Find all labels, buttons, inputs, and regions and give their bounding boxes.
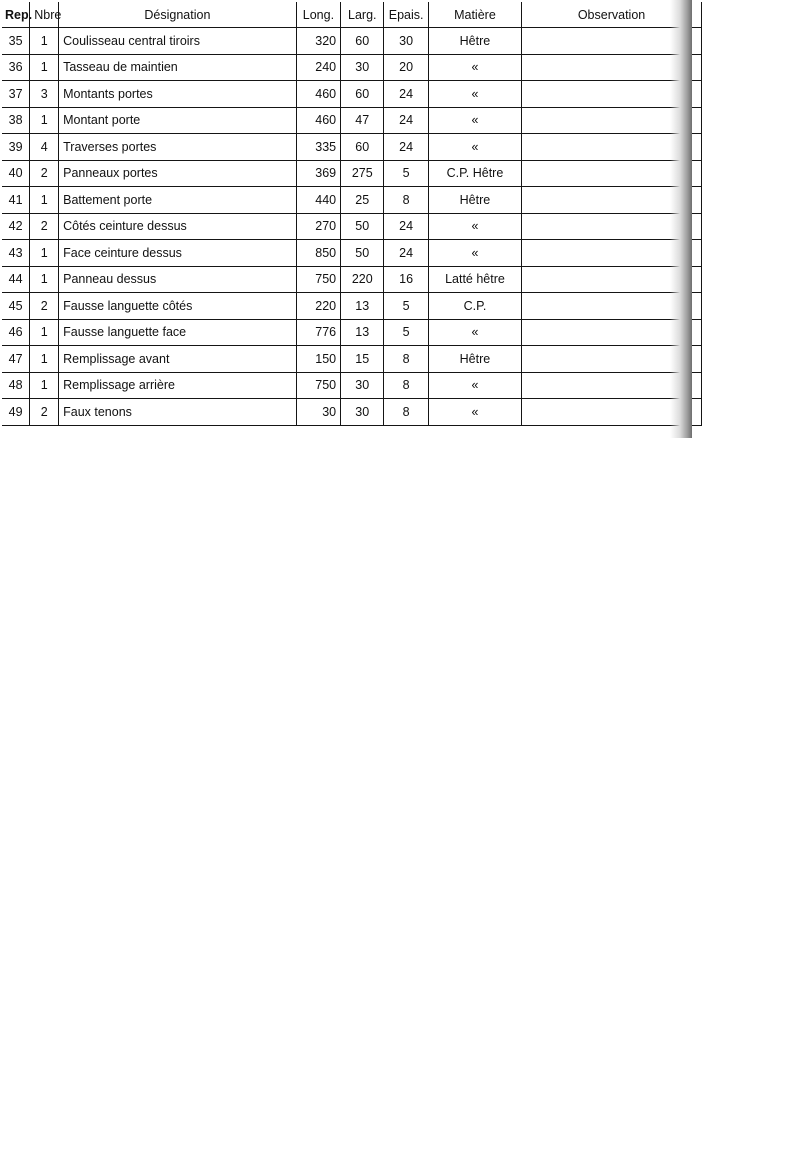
cell-observation xyxy=(522,266,702,293)
cell-designation: Remplissage arrière xyxy=(59,372,297,399)
cell-larg: 30 xyxy=(341,399,384,426)
cell-epais: 8 xyxy=(384,346,428,373)
cell-observation xyxy=(522,134,702,161)
cell-matiere: Hêtre xyxy=(428,187,521,214)
cell-nbre: 1 xyxy=(30,266,59,293)
header-larg: Larg. xyxy=(341,2,384,28)
cell-designation: Coulisseau central tiroirs xyxy=(59,28,297,55)
cell-designation: Battement porte xyxy=(59,187,297,214)
cell-larg: 13 xyxy=(341,319,384,346)
cell-matiere: Hêtre xyxy=(428,346,521,373)
cell-matiere: « xyxy=(428,107,521,134)
cell-observation xyxy=(522,160,702,187)
cell-observation xyxy=(522,187,702,214)
header-epais: Epais. xyxy=(384,2,428,28)
cell-long: 270 xyxy=(296,213,340,240)
cell-matiere: Hêtre xyxy=(428,28,521,55)
cell-rep: 41 xyxy=(2,187,30,214)
cell-epais: 8 xyxy=(384,372,428,399)
table-row xyxy=(2,187,702,214)
cell-long: 750 xyxy=(296,372,340,399)
cell-observation xyxy=(522,213,702,240)
cell-epais: 8 xyxy=(384,399,428,426)
cell-larg: 220 xyxy=(341,266,384,293)
header-designation: Désignation xyxy=(59,2,297,28)
cell-designation: Panneaux portes xyxy=(59,160,297,187)
cell-larg: 60 xyxy=(341,134,384,161)
header-matiere: Matière xyxy=(428,2,521,28)
table-row xyxy=(2,107,702,134)
table-row xyxy=(2,28,702,55)
cell-observation xyxy=(522,399,702,426)
cell-observation xyxy=(522,240,702,267)
cell-observation xyxy=(522,81,702,108)
cell-nbre: 1 xyxy=(30,372,59,399)
cell-epais: 24 xyxy=(384,107,428,134)
cell-long: 850 xyxy=(296,240,340,267)
cell-long: 220 xyxy=(296,293,340,320)
cell-larg: 60 xyxy=(341,28,384,55)
cell-matiere: « xyxy=(428,134,521,161)
cell-long: 776 xyxy=(296,319,340,346)
table-row xyxy=(2,134,702,161)
cell-larg: 13 xyxy=(341,293,384,320)
cell-nbre: 1 xyxy=(30,28,59,55)
cell-rep: 43 xyxy=(2,240,30,267)
cell-larg: 25 xyxy=(341,187,384,214)
cell-rep: 42 xyxy=(2,213,30,240)
cell-rep: 49 xyxy=(2,399,30,426)
cell-designation: Tasseau de maintien xyxy=(59,54,297,81)
cell-epais: 8 xyxy=(384,187,428,214)
cell-rep: 44 xyxy=(2,266,30,293)
cell-observation xyxy=(522,372,702,399)
cell-long: 320 xyxy=(296,28,340,55)
cell-matiere: Latté hêtre xyxy=(428,266,521,293)
cell-matiere: C.P. xyxy=(428,293,521,320)
cell-nbre: 1 xyxy=(30,187,59,214)
cell-long: 750 xyxy=(296,266,340,293)
cell-rep: 38 xyxy=(2,107,30,134)
cell-matiere: « xyxy=(428,54,521,81)
cell-long: 369 xyxy=(296,160,340,187)
cell-matiere: « xyxy=(428,319,521,346)
cell-long: 30 xyxy=(296,399,340,426)
table-row xyxy=(2,160,702,187)
table-row xyxy=(2,213,702,240)
cell-rep: 46 xyxy=(2,319,30,346)
cell-nbre: 1 xyxy=(30,319,59,346)
cell-long: 240 xyxy=(296,54,340,81)
cell-larg: 50 xyxy=(341,213,384,240)
cell-observation xyxy=(522,107,702,134)
cell-long: 460 xyxy=(296,107,340,134)
cell-matiere: « xyxy=(428,213,521,240)
cell-designation: Montant porte xyxy=(59,107,297,134)
cell-rep: 39 xyxy=(2,134,30,161)
cell-epais: 24 xyxy=(384,213,428,240)
cell-nbre: 3 xyxy=(30,81,59,108)
cell-long: 440 xyxy=(296,187,340,214)
header-long: Long. xyxy=(296,2,340,28)
table-row xyxy=(2,81,702,108)
table-row xyxy=(2,372,702,399)
cell-rep: 48 xyxy=(2,372,30,399)
cell-designation: Faux tenons xyxy=(59,399,297,426)
cell-matiere: « xyxy=(428,372,521,399)
cell-nbre: 2 xyxy=(30,160,59,187)
table-row xyxy=(2,266,702,293)
cell-rep: 37 xyxy=(2,81,30,108)
cell-rep: 36 xyxy=(2,54,30,81)
cell-epais: 20 xyxy=(384,54,428,81)
cell-nbre: 1 xyxy=(30,240,59,267)
cell-long: 150 xyxy=(296,346,340,373)
cell-designation: Face ceinture dessus xyxy=(59,240,297,267)
table-row xyxy=(2,293,702,320)
table-row xyxy=(2,319,702,346)
cell-epais: 5 xyxy=(384,293,428,320)
cell-long: 335 xyxy=(296,134,340,161)
cell-epais: 5 xyxy=(384,160,428,187)
cell-designation: Côtés ceinture dessus xyxy=(59,213,297,240)
cell-epais: 24 xyxy=(384,81,428,108)
table-row xyxy=(2,399,702,426)
header-observation: Observation xyxy=(522,2,702,28)
cell-observation xyxy=(522,54,702,81)
parts-list-table xyxy=(2,2,702,426)
cell-matiere: « xyxy=(428,81,521,108)
cell-nbre: 2 xyxy=(30,293,59,320)
header-nbre: Nbre xyxy=(30,2,59,28)
cell-rep: 40 xyxy=(2,160,30,187)
scanned-sheet xyxy=(0,0,692,438)
table-row xyxy=(2,346,702,373)
cell-rep: 47 xyxy=(2,346,30,373)
cell-matiere: C.P. Hêtre xyxy=(428,160,521,187)
cell-larg: 47 xyxy=(341,107,384,134)
cell-long: 460 xyxy=(296,81,340,108)
cell-larg: 275 xyxy=(341,160,384,187)
cell-designation: Panneau dessus xyxy=(59,266,297,293)
cell-epais: 24 xyxy=(384,134,428,161)
cell-designation: Fausse languette côtés xyxy=(59,293,297,320)
cell-larg: 15 xyxy=(341,346,384,373)
cell-designation: Montants portes xyxy=(59,81,297,108)
cell-epais: 30 xyxy=(384,28,428,55)
table-row xyxy=(2,54,702,81)
cell-observation xyxy=(522,28,702,55)
cell-observation xyxy=(522,346,702,373)
cell-epais: 5 xyxy=(384,319,428,346)
cell-designation: Fausse languette face xyxy=(59,319,297,346)
header-rep: Rep. xyxy=(2,2,30,28)
cell-larg: 50 xyxy=(341,240,384,267)
cell-epais: 24 xyxy=(384,240,428,267)
cell-matiere: « xyxy=(428,399,521,426)
cell-observation xyxy=(522,293,702,320)
cell-observation xyxy=(522,319,702,346)
cell-rep: 35 xyxy=(2,28,30,55)
cell-designation: Traverses portes xyxy=(59,134,297,161)
cell-larg: 60 xyxy=(341,81,384,108)
table-header-row xyxy=(2,2,702,28)
cell-nbre: 2 xyxy=(30,213,59,240)
cell-rep: 45 xyxy=(2,293,30,320)
cell-nbre: 2 xyxy=(30,399,59,426)
cell-epais: 16 xyxy=(384,266,428,293)
cell-nbre: 1 xyxy=(30,346,59,373)
table-row xyxy=(2,240,702,267)
cell-nbre: 4 xyxy=(30,134,59,161)
cell-nbre: 1 xyxy=(30,107,59,134)
cell-larg: 30 xyxy=(341,54,384,81)
cell-larg: 30 xyxy=(341,372,384,399)
cell-matiere: « xyxy=(428,240,521,267)
cell-designation: Remplissage avant xyxy=(59,346,297,373)
cell-nbre: 1 xyxy=(30,54,59,81)
